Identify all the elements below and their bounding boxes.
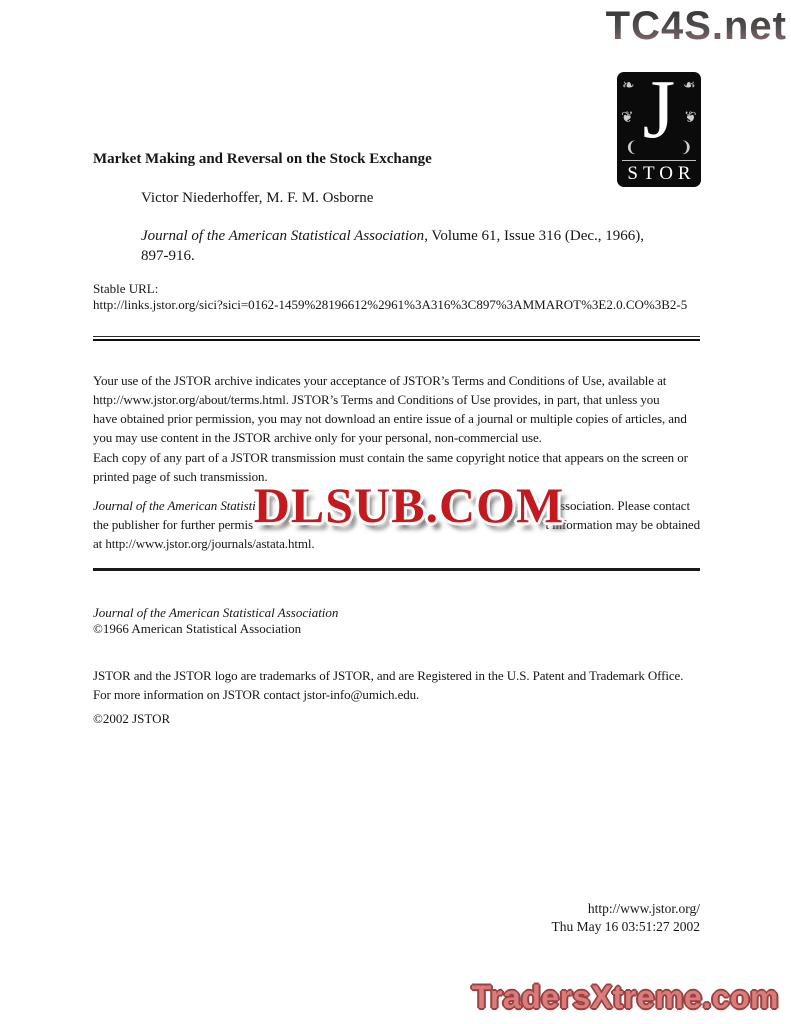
jstor-logo-divider: [622, 160, 696, 161]
terms-paragraph-2-line: printed page of such transmission.: [93, 469, 268, 484]
tc4s-watermark: TC4S.net: [605, 4, 787, 48]
flourish-icon: ❧: [622, 78, 635, 94]
journal-copyright-block: [93, 605, 338, 637]
footer-block: [552, 900, 701, 935]
article-title: Market Making and Reversal on the Stock Exchange: [93, 151, 432, 167]
footer-url: http://www.jstor.org/: [587, 901, 700, 916]
stable-url-block: [93, 281, 687, 313]
stable-url-label: Stable URL:: [93, 281, 159, 296]
terms-paragraph-1: [93, 371, 687, 447]
tradersxtreme-watermark: TradersXtreme.com: [471, 979, 779, 1015]
flourish-icon: ❨: [680, 140, 693, 156]
publisher-line2-right: t information may be obtained: [545, 517, 700, 532]
citation-line-1: [141, 226, 644, 246]
flourish-icon: ❦: [684, 110, 697, 126]
jstor-logo: [617, 72, 701, 187]
flourish-icon: ❨: [625, 140, 638, 156]
flourish-icon: ❦: [621, 110, 634, 126]
publisher-paragraph-line: at http://www.jstor.org/journals/astata.html.: [93, 536, 315, 551]
journal-citation: [141, 226, 644, 266]
trademark-paragraph-line: For more information on JSTOR contact jstor-info@umich.edu.: [93, 687, 420, 702]
footer-timestamp: Thu May 16 03:51:27 2002: [551, 918, 700, 934]
terms-paragraph-2-line: Each copy of any part of a JSTOR transmission must contain the same copyright notice that appears on the screen or: [93, 450, 688, 465]
flourish-icon: ❧: [683, 78, 696, 94]
article-authors: Victor Niederhoffer, M. F. M. Osborne: [141, 190, 374, 206]
journal-name-footer: Journal of the American Statistical Association: [93, 605, 339, 620]
stable-url-value: http://links.jstor.org/sici?sici=0162-1459%28196612%2961%3A316%3C897%3AMMAROT%3E2.0.CO%3B2-5: [93, 297, 688, 312]
trademark-paragraph-line: JSTOR and the JSTOR logo are trademarks of JSTOR, and are Registered in the U.S. Patent and Trademark Office.: [93, 668, 684, 683]
trademark-paragraph: [93, 666, 683, 704]
publisher-line2-left: the publisher for further permis: [93, 517, 253, 532]
jstor-logo-j: J: [642, 72, 676, 156]
terms-paragraph-1-line: http://www.jstor.org/about/terms.html. JSTOR’s Terms and Conditions of Use provides, in part, that unless you: [93, 392, 660, 407]
citation-details: , Volume 61, Issue 316 (Dec., 1966),: [424, 228, 645, 244]
jstor-logo-stor: STOR: [627, 163, 696, 184]
divider-rule-top: [93, 336, 700, 341]
journal-name: Journal of the American Statistical Association: [141, 228, 425, 244]
citation-pages: 897-916.: [141, 248, 195, 264]
divider-rule-bottom: [93, 568, 700, 571]
terms-paragraph-1-line: Your use of the JSTOR archive indicates your acceptance of JSTOR’s Terms and Conditions of Use, available at: [93, 373, 667, 388]
copyright-1966: ©1966 American Statistical Association: [93, 621, 302, 636]
terms-paragraph-1-line: you may use content in the JSTOR archive only for your personal, non-commercial use.: [93, 430, 542, 445]
publisher-line1-right: Association. Please contact: [550, 498, 690, 513]
publisher-line1-left: Journal of the American Statisti: [93, 498, 256, 513]
copyright-2002: ©2002 JSTOR: [93, 711, 171, 726]
dlsub-watermark: DLSUB.COM: [253, 477, 565, 533]
terms-paragraph-1-line: have obtained prior permission, you may not download an entire issue of a journal or multiple copies of articles, and: [93, 411, 687, 426]
